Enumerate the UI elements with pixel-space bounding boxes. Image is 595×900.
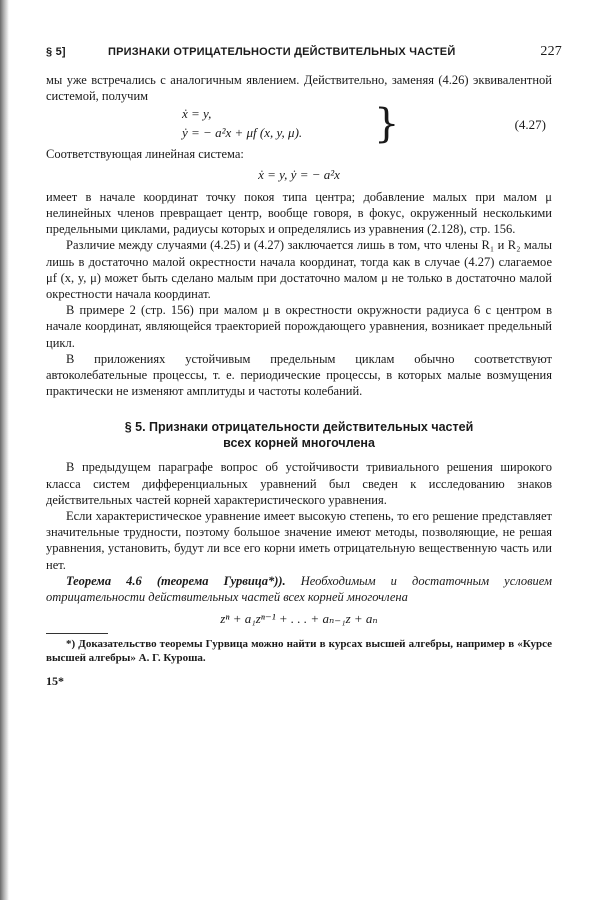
system-4-27 xyxy=(46,101,552,148)
section-heading-line-1: § 5. Признаки отрицательности действительных частей xyxy=(124,420,474,435)
system-line-1: ẋ = y, xyxy=(182,106,212,122)
paragraph-7: В предыдущем параграфе вопрос об устойчивости тривиального решения широкого класса систем дифференциальных уравнений был сведен к исследованию знаков действительных частей корней характеристического уравнения. xyxy=(46,460,552,507)
paragraph-1: мы уже встречались с аналогичным явлением. Действительно, заменяя (4.26) эквивалентной системой, получим xyxy=(46,73,552,104)
paragraph-3: имеет в начале координат точку покоя типа центра; добавление малых при малом μ нелинейных членов превращает центр, вообще говоря, в фокус, окруженный несколькими предельными циклами, радиусы которых и определялись из уравнения (2.128), стр. 156. xyxy=(46,189,552,237)
equation-number: (4.27) xyxy=(514,117,546,133)
theorem-title: Теорема 4.6 (теорема Гурвица*)). xyxy=(66,573,286,588)
footnote: *) Доказательство теоремы Гурвица можно найти в курсах высшей алгебры, например в «Курсе высшей алгебры» А. Г. Куроша. xyxy=(46,638,552,665)
paragraph-4: Различие между случаями (4.25) и (4.27) заключается лишь в том, что члены R₁ и R₂ малы лишь в достаточно малой окрестности начала координат, тогда как в случае (4.27) слагаемое μf (x, y, μ) может быть сделано малым при достаточно малом μ не только в достаточно малой окрестности начала координат. xyxy=(46,238,552,302)
header-section: § 5] xyxy=(46,46,66,58)
page-number: 227 xyxy=(540,44,562,59)
paragraph-8: Если характеристическое уравнение имеет высокую степень, то его решение представляет значительные трудности, поэтому большое значение имеют методы, позволяющие, не решая уравнения, установить, будут ли все его корни иметь отрицательную вещественную часть или нет. xyxy=(46,509,552,572)
printer-signature: 15* xyxy=(46,674,64,689)
linear-system: ẋ = y, ẏ = − a²x xyxy=(258,166,340,182)
theorem-4-6 xyxy=(46,573,552,605)
section-heading xyxy=(46,419,552,451)
right-brace-icon: } xyxy=(374,101,400,148)
section-heading-line-2: всех корней многочлена xyxy=(223,436,375,451)
running-header xyxy=(46,44,562,62)
system-line-2: ẏ = − a²x + μf (x, y, μ). xyxy=(182,125,303,141)
paragraph-2: Соответствующая линейная система: xyxy=(46,147,244,162)
page-edge-shadow xyxy=(0,0,9,900)
paragraph-5: В примере 2 (стр. 156) при малом μ в окрестности окружности радиуса 6 с центром в начале координат, являющейся траекторией порождающего уравнения, возникает предельный цикл. xyxy=(46,303,552,350)
theorem-text: Необходимым и достаточным условием отрицательности действительных частей всех корней многочлена xyxy=(46,573,553,605)
polynomial: zⁿ + a₁zⁿ⁻¹ + . . . + aₙ₋₁z + aₙ xyxy=(220,611,378,627)
paragraph-6: В приложениях устойчивым предельным циклам обычно соответствуют автоколебательные процессы, т. е. периодические процессы, в которых малые возмущения практически не изменяют амплитуды и частоты колебаний. xyxy=(46,351,552,399)
header-title: ПРИЗНАКИ ОТРИЦАТЕЛЬНОСТИ ДЕЙСТВИТЕЛЬНЫХ ЧАСТЕЙ xyxy=(108,46,456,58)
page-body xyxy=(46,72,552,690)
footnote-rule xyxy=(46,633,108,634)
